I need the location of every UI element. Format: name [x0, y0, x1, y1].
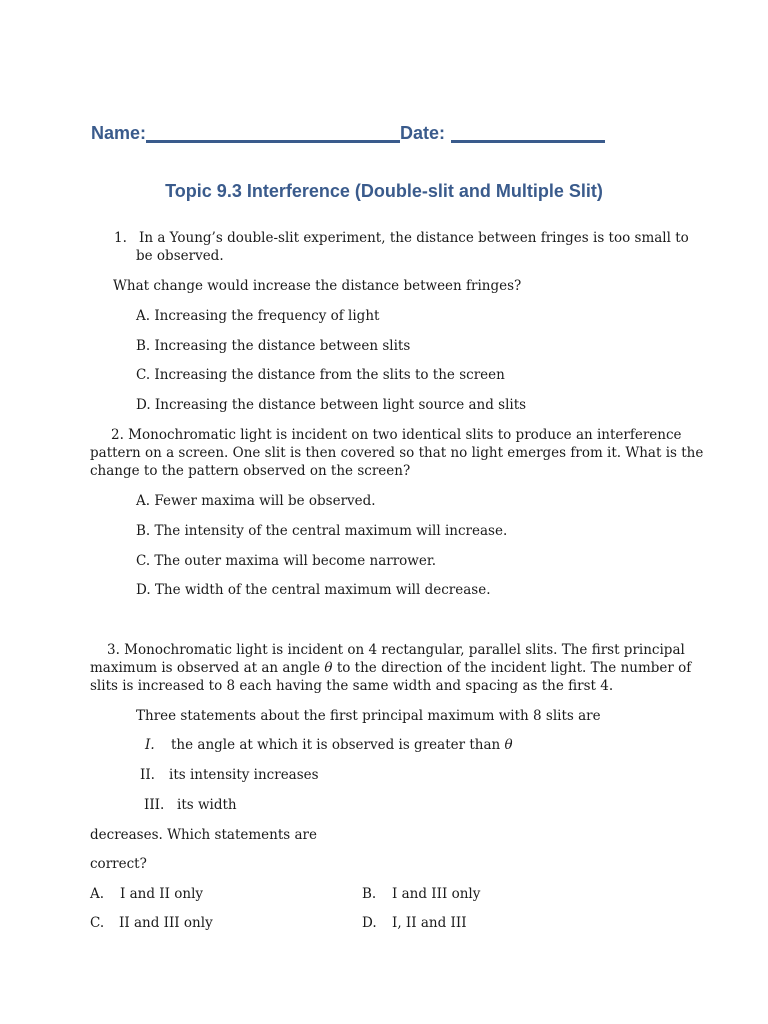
q2-line1: 2. Monochromatic light is incident on two identical slits to produce an interference	[111, 427, 682, 443]
q1-option-d: D. Increasing the distance between light source and slits	[136, 397, 527, 413]
q3-line1: 3. Monochromatic light is incident on 4 rectangular, parallel slits. The first principal	[107, 642, 685, 658]
statement-1-number: I.	[145, 737, 155, 753]
q3-answer-c-letter: C.	[90, 915, 105, 931]
date-blank-line	[451, 140, 605, 143]
theta-symbol: θ	[504, 737, 513, 753]
q2-option-b: B. The intensity of the central maximum will increase.	[136, 523, 508, 539]
q3-answer-b-text: I and III only	[392, 886, 481, 902]
q1-stem-line2: be observed.	[136, 248, 224, 264]
q3-answer-b-letter: B.	[362, 886, 377, 902]
q1-option-a: A. Increasing the frequency of light	[136, 308, 380, 324]
q3-line2	[90, 659, 691, 677]
statement-1-text	[171, 736, 513, 754]
q2-line3: change to the pattern observed on the screen?	[90, 463, 411, 479]
date-label: Date:	[400, 123, 446, 143]
q2-option-c: C. The outer maxima will become narrower.	[136, 553, 437, 569]
statement-2-text: its intensity increases	[169, 767, 319, 783]
q1-option-b: B. Increasing the distance between slits	[136, 338, 411, 354]
q3-line2-part1: maximum is observed at an angle	[90, 660, 325, 676]
q2-line2: pattern on a screen. One slit is then covered so that no light emerges from it. What is the	[90, 445, 704, 461]
q2-option-d: D. The width of the central maximum will decrease.	[136, 582, 491, 598]
q1-option-c: C. Increasing the distance from the slits to the screen	[136, 367, 505, 383]
page-title: Topic 9.3 Interference (Double-slit and Multiple Slit)	[165, 181, 603, 201]
q3-answer-d-text: I, II and III	[392, 915, 467, 931]
statement-2-number: II.	[140, 767, 155, 783]
q3-line3: slits is increased to 8 each having the same width and spacing as the first 4.	[90, 678, 614, 694]
q2-option-a: A. Fewer maxima will be observed.	[136, 493, 376, 509]
statement-3-number: III.	[144, 797, 165, 813]
q3-answer-d-letter: D.	[362, 915, 377, 931]
q1-stem-line1: In a Young’s double-slit experiment, the distance between fringes is too small to	[139, 230, 689, 246]
q3-line2-part2: to the direction of the incident light. The number of	[332, 660, 692, 676]
q3-answer-a-text: I and II only	[120, 886, 204, 902]
q3-answer-c-text: II and III only	[119, 915, 213, 931]
statement-3-text: its width	[177, 797, 237, 813]
q3-continuation-2: correct?	[90, 856, 147, 872]
q3-continuation-1: decreases. Which statements are	[90, 827, 317, 843]
q3-answer-a-letter: A.	[90, 886, 105, 902]
q1-number: 1.	[114, 230, 127, 246]
q3-statements-intro: Three statements about the first principal maximum with 8 slits are	[136, 708, 601, 724]
name-date-header	[91, 123, 605, 144]
statement-1-body: the angle at which it is observed is greater than	[171, 737, 505, 753]
q1-prompt: What change would increase the distance between fringes?	[113, 278, 522, 294]
name-blank-line	[146, 140, 400, 143]
theta-symbol: θ	[324, 660, 333, 676]
name-label: Name:	[91, 123, 147, 143]
